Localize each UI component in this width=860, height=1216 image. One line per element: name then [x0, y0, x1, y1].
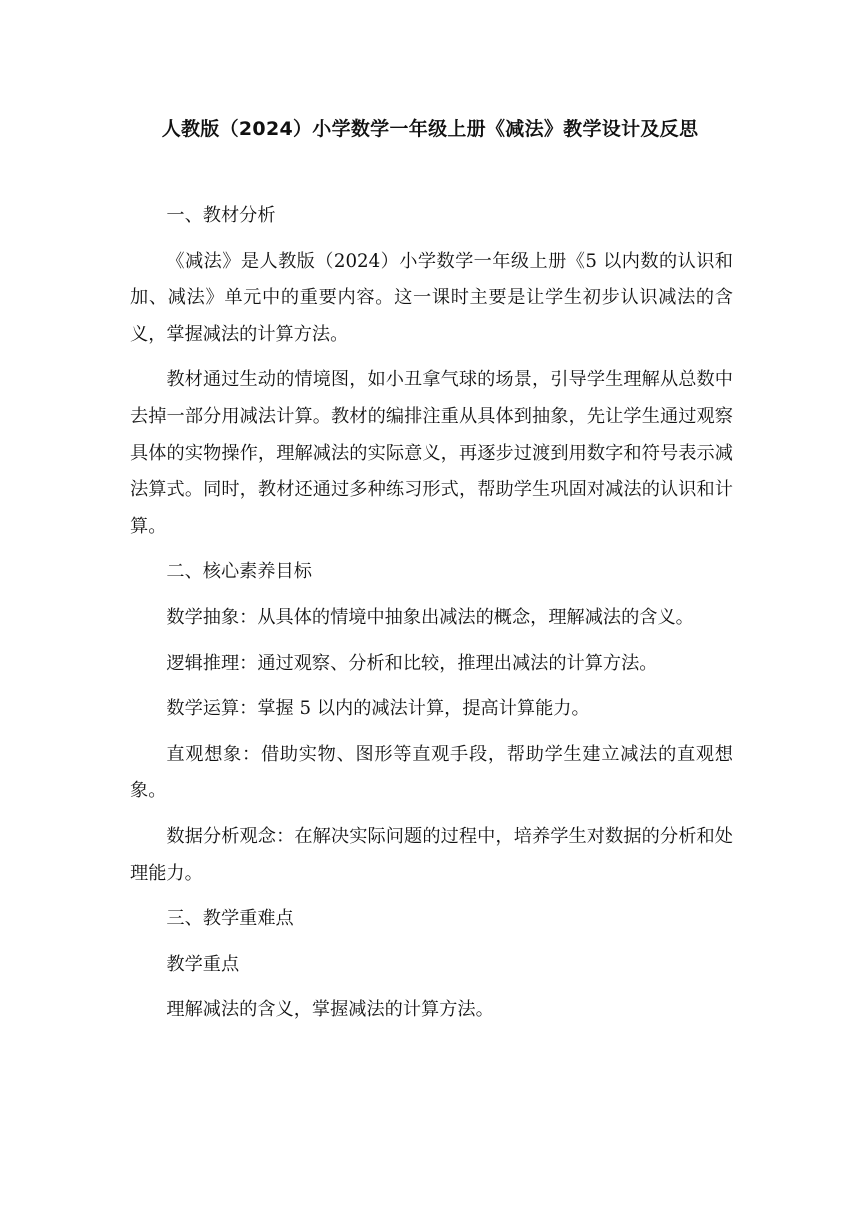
document-body: [130, 198, 733, 1038]
section-heading-textbook-analysis: 一、教材分析: [166, 205, 276, 226]
paragraph-teaching-focus: 理解减法的含义，掌握减法的计算方法。: [166, 999, 494, 1021]
section-heading-core-goals: 二、核心素养目标: [166, 561, 312, 583]
section-heading-key-points: 三、教学重难点: [166, 908, 294, 930]
goal-visual-imagination: 直观想象：借助实物、图形等直观手段，帮助学生建立减法的直观想象。: [130, 743, 733, 802]
goal-math-operation: 数学运算：掌握 5 以内的减法计算，提高计算能力。: [166, 698, 590, 720]
goal-logical-reasoning: 逻辑推理：通过观察、分析和比较，推理出减法的计算方法。: [166, 652, 658, 674]
document-title: 人教版（2024）小学数学一年级上册《减法》教学设计及反思: [161, 118, 699, 140]
subheading-teaching-focus: 教学重点: [166, 953, 240, 975]
goal-math-abstraction: 数学抽象：从具体的情境中抽象出减法的概念，理解减法的含义。: [166, 606, 694, 628]
paragraph-intro: 《减法》是人教版（2024）小学数学一年级上册《5 以内数的认识和加、减法》单元中的重要内容。这一课时主要是让学生初步认识减法的含义，掌握减法的计算方法。: [130, 250, 733, 345]
paragraph-textbook-content: 教材通过生动的情境图，如小丑拿气球的场景，引导学生理解从总数中去掉一部分用减法计算。教材的编排注重从具体到抽象，先让学生通过观察具体的实物操作，理解减法的实际意义，再逐步过渡到用数字和符号表示减法算式。同时，教材还通过多种练习形式，帮助学生巩固对减法的认识和计算。: [130, 369, 733, 537]
goal-data-analysis: 数据分析观念：在解决实际问题的过程中，培养学生对数据的分析和处理能力。: [130, 825, 733, 884]
